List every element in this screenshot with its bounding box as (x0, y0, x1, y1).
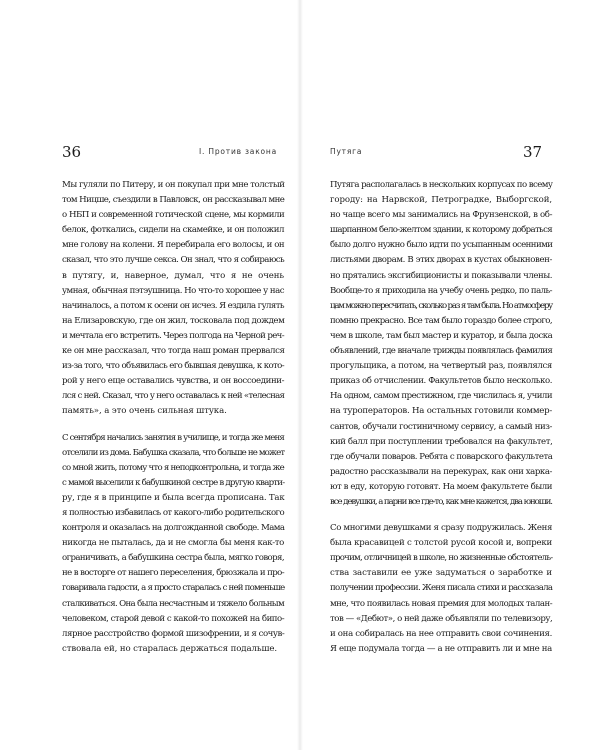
text-line: на туроператоров. На остальных готовили коммер- (330, 406, 552, 417)
page-number-right: 37 (523, 143, 543, 161)
text-line: ке он мне рассказал, что тогда наш роман прервался (62, 346, 285, 357)
text-line: и она собиралась на нее отправить свои сочинения. (330, 628, 552, 639)
text-line: ограничивать, а бабушкина сестра была, мягко говоря, (62, 553, 284, 564)
text-line: не в восторге от нашего переселения, брюзжала и про- (62, 568, 284, 579)
text-line: ру, где я в принципе и была всегда прописана. Так (62, 492, 285, 503)
text-line: было долго нужно было идти по усыпанным осенними (330, 240, 553, 251)
text-line: мне, что появилась новая премия для молодых талан- (330, 598, 553, 609)
paragraph (330, 521, 552, 657)
text-line: прочим, отличницей в школе, но жизненные обстоятель- (330, 553, 553, 564)
text-line: сталкиваться. Она была несчастным и тяжело больным (62, 598, 285, 609)
text-line: из-за того, что объявилась его бывшая девушка, к кото- (62, 361, 284, 372)
text-line: контроля и оказалась на долгожданной свободе. Мама (62, 523, 285, 534)
running-head-left: I. Против закона (199, 147, 278, 156)
text-line: но чаще всего мы занимались на Фрунзенской, в об- (330, 210, 553, 221)
text-line: умная, обычная пэтэушница. Но что-то хорошее у нас (62, 285, 284, 296)
text-line: цам можно пересчитать, сколько раз я там была. Но атмосферу (330, 300, 552, 311)
text-line: том Ницше, съездили в Павловск, он рассказывал мне (62, 195, 285, 206)
text-line: Путяга располагалась в нескольких корпусах по всему (330, 180, 553, 190)
text-line: с мамой выселили к бабушкиной сестре в другую кварти- (62, 477, 285, 488)
text-line: объявлений, где вначале трижды появлялась фамилия (330, 346, 553, 357)
right-page (300, 0, 600, 750)
text-line: но прятались эксгибиционисты и показывали члены. (330, 270, 552, 281)
text-line: сказал, что это лучше секса. Он знал, что я собираюсь (62, 255, 285, 266)
text-line: На одном, самом престижном, где числилась я, учили (330, 391, 553, 402)
text-line: о НБП и современной готической сцене, мы кормили (62, 210, 285, 221)
text-line: кий балл при поступлении требовался на факультет, (330, 436, 553, 447)
text-line: городу: на Нарвской, Петроградке, Выборгской, (330, 195, 552, 206)
page-number-left: 36 (62, 143, 82, 161)
text-line: сантов, обучали гостиничному сервису, а самый низ- (330, 421, 552, 432)
running-head-right: Путяга (330, 147, 363, 156)
text-line: приказ об отчислении. Факультетов было несколько. (330, 376, 552, 387)
text-line: прогульщика, а потом, на четвертый раз, появлялся (330, 361, 552, 372)
text-line: помню прекрасно. Все там было гораздо более строго, (330, 315, 553, 326)
text-line: где обучали поваров. Ребята с поварского факультета (330, 451, 553, 462)
text-line: я полностью избавилась от какого-либо родительского (62, 507, 285, 518)
text-line: со мной жить, потому что я неподконтрольна, и тогда же (62, 462, 284, 473)
text-line: Вообще-то я приходила на учебу очень редко, по паль- (330, 285, 552, 296)
text-line: ства заставили ее уже задуматься о заработке и (330, 568, 552, 579)
text-line: С сентября начались занятия в училище, и тогда же меня (62, 432, 284, 443)
text-line: мне голову на колени. Я перебирала его волосы, и он (62, 240, 285, 251)
text-line: в путягу, и, наверное, думал, что я не очень (62, 270, 284, 281)
text-line: лярное расстройство формой шизофрении, и я сочув- (62, 628, 285, 639)
paragraph (330, 178, 552, 510)
text-line: начиналось, а потом к осени он исчез. Я ездила гулять (62, 300, 284, 311)
text-line: никогда не пыталась, да и не смогла бы меня как-то (62, 538, 284, 549)
text-line: рой у него еще оставались чувства, и он воссоедини- (62, 376, 285, 387)
text-line: Со многими девушками я сразу подружилась. Женя (330, 523, 552, 534)
text-line: Я еще подумала тогда — а не отправить ли и мне на (330, 643, 552, 654)
paragraph (62, 178, 284, 420)
text-line: говаривала гадости, а я просто старалась с ней поменьше (62, 583, 285, 594)
text-line: чем в школе, там был мастер и куратор, и была доска (330, 330, 553, 341)
text-line: радостно рассказывали на перекурах, как они харка- (330, 466, 552, 477)
text-line: все девушки, а парни все где-то, как мне кажется, два юноши. (330, 496, 552, 507)
text-line: Мы гуляли по Питеру, и он покупал при мне толстый (62, 180, 285, 190)
text-line: была красавицей с толстой русой косой и, вопреки (330, 538, 552, 549)
right-text-block (330, 178, 552, 657)
left-text-block (62, 178, 284, 657)
text-line: и мечтала его встретить. Через полгода на Черной реч- (62, 330, 284, 341)
text-line: получении профессии. Женя писала стихи и рассказала (330, 583, 553, 594)
text-line: шарпанном бело-желтом здании, к которому добраться (330, 225, 552, 236)
text-line: листьями дворам. В этих дворах в кустах обыкновен- (330, 255, 552, 266)
text-line: белок, фоткались, сидели на скамейке, и он положил (62, 225, 284, 236)
text-line: память», а это очень сильная штука. (62, 406, 227, 417)
text-line: человеком, старой девой с какой-то похожей на бипо- (62, 613, 285, 624)
text-line: тов — «Дебют», о ней даже объявляли по телевизору, (330, 613, 553, 624)
text-line: на Елизаровскую, где он жил, тосковала под дождем (62, 315, 285, 326)
text-line: ют в еду, которую готовят. На моем факультете были (330, 481, 552, 492)
text-line: лся с ней. Сказал, что у него оставалась к ней «телесная (62, 391, 285, 402)
paragraph (62, 431, 284, 657)
text-line: ствовала ей, но старалась держаться подальше. (62, 643, 277, 654)
text-line: отселили из дома. Бабушка сказала, что больше не может (62, 447, 285, 458)
